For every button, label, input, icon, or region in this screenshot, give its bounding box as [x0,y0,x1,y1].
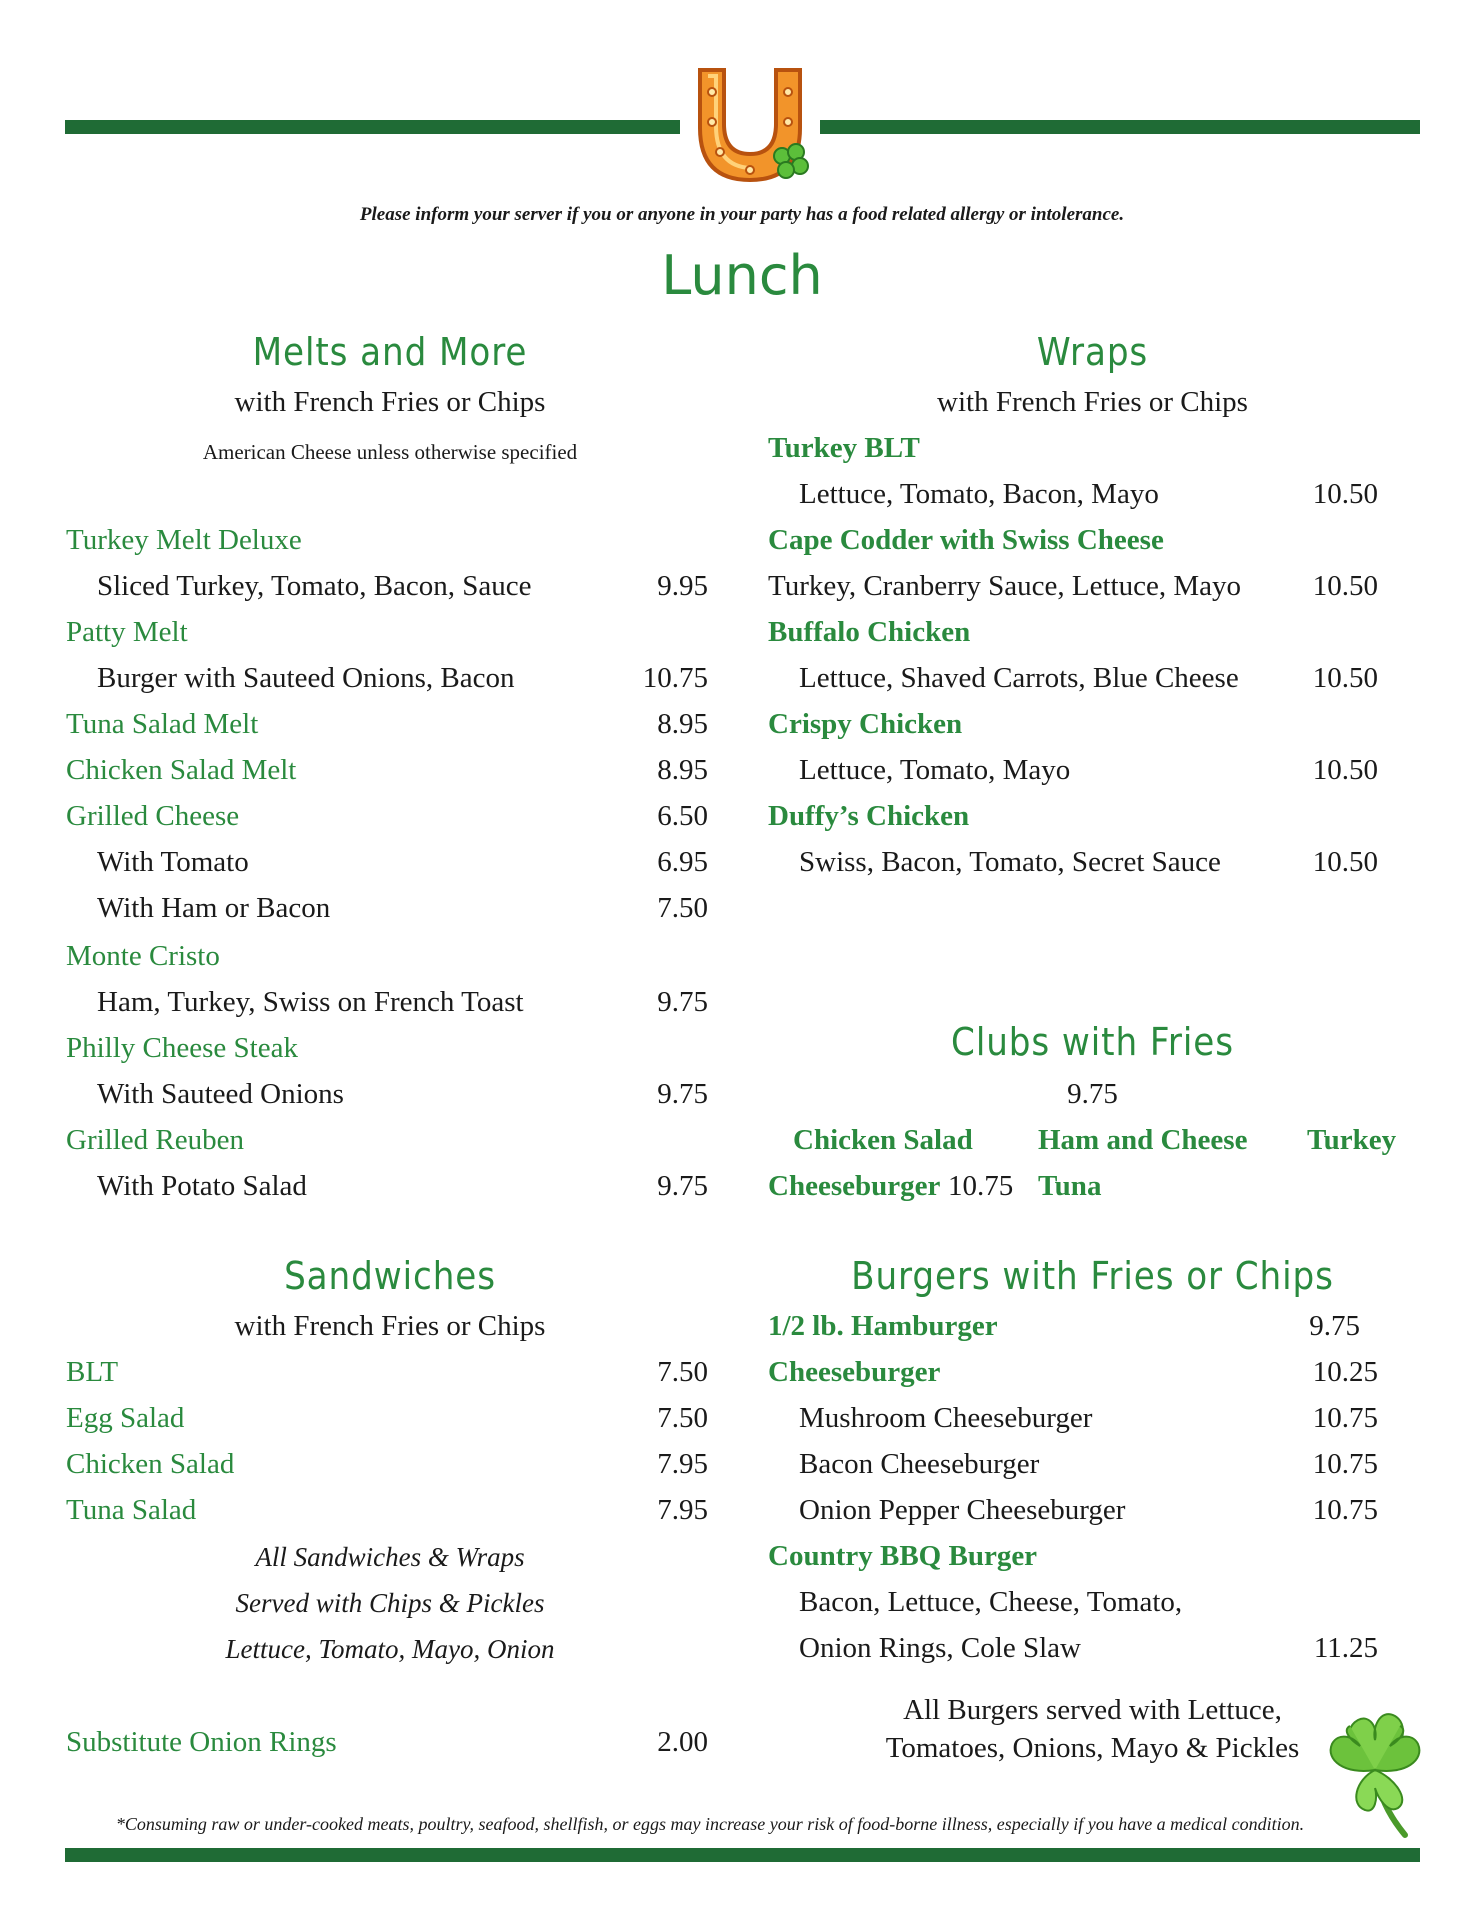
section-heading-wraps: Wraps [1036,330,1149,374]
menu-item-price: 9.75 [657,1170,708,1202]
menu-item-price: 7.50 [657,892,708,924]
menu-item-price: 10.25 [1312,1356,1378,1388]
menu-item-price: 10.50 [1312,478,1378,510]
menu-item-price: 7.50 [657,1402,708,1434]
menu-item-price: 7.50 [657,1356,708,1388]
menu-item-desc: Onion Pepper Cheeseburger [799,1494,1126,1526]
club-item-name: Tuna [1038,1170,1102,1202]
clubs-price: 9.75 [1067,1078,1118,1110]
section-heading-burgers: Burgers with Fries or Chips [851,1254,1334,1298]
allergy-note: Please inform your server if you or anyone in your party has a food related allergy or intolerance. [359,204,1125,225]
menu-item-price: 6.95 [657,846,708,878]
menu-item-name: Cheeseburger [768,1356,941,1388]
menu-item-desc: Ham, Turkey, Swiss on French Toast [97,986,524,1018]
menu-item-price: 7.95 [657,1448,708,1480]
melts-cheese-note: American Cheese unless otherwise specified [202,440,578,464]
menu-item-desc: With Ham or Bacon [97,892,331,924]
menu-item-price: 10.75 [1312,1402,1378,1434]
menu-item-desc: With Sauteed Onions [97,1078,344,1110]
club-item-name: Ham and Cheese [1038,1124,1248,1156]
page-title: Lunch [661,244,823,307]
menu-item-name: Tuna Salad Melt [66,708,259,740]
menu-item-name: Grilled Cheese [66,800,240,832]
menu-item-name: Patty Melt [66,616,188,648]
menu-item-price: 7.95 [657,1494,708,1526]
burgers-note-line: Tomatoes, Onions, Mayo & Pickles [885,1732,1300,1764]
menu-item-price: 10.50 [1312,754,1378,786]
sandwiches-subtitle: with French Fries or Chips [234,1310,546,1342]
menu-item-price: 9.95 [657,570,708,602]
menu-item-name: BLT [66,1356,119,1388]
menu-item-name: Chicken Salad Melt [66,754,297,786]
menu-item-name: Grilled Reuben [66,1124,244,1156]
section-heading-melts: Melts and More [252,330,528,374]
wraps-subtitle: with French Fries or Chips [937,386,1248,418]
menu-item-price: 10.50 [1312,846,1378,878]
menu-item-price: 8.95 [657,708,708,740]
menu-item-name: Philly Cheese Steak [66,1032,298,1064]
menu-item-desc: Bacon Cheeseburger [799,1448,1040,1480]
menu-item-name: 1/2 lb. Hamburger [768,1310,998,1342]
sandwiches-note-line: Lettuce, Tomato, Mayo, Onion [225,1634,555,1664]
club-item-price: 10.75 [948,1170,1014,1202]
club-item-name: Turkey [1307,1124,1397,1156]
menu-item-desc: With Tomato [97,846,249,878]
menu-item-desc: With Potato Salad [97,1170,307,1202]
menu-item-price: 10.75 [1312,1494,1378,1526]
bottom-rule [65,1848,1420,1862]
menu-item-price: 10.50 [1312,570,1378,602]
club-item-name: Chicken Salad [793,1124,973,1156]
menu-item-price: 9.75 [657,1078,708,1110]
sandwiches-note-line: All Sandwiches & Wraps [255,1542,525,1572]
menu-item-name: Duffy’s Chicken [768,800,970,832]
menu-item-name: Turkey BLT [768,432,920,464]
menu-item-desc: Swiss, Bacon, Tomato, Secret Sauce [799,846,1221,878]
menu-item-price: 11.25 [1313,1632,1378,1664]
melts-subtitle: with French Fries or Chips [234,386,546,418]
menu-item-name: Country BBQ Burger [768,1540,1038,1572]
menu-item-desc: Mushroom Cheeseburger [799,1402,1093,1434]
menu-item-price: 6.50 [657,800,708,832]
menu-item-name: Crispy Chicken [768,708,963,740]
menu-item-name: Egg Salad [66,1402,185,1434]
food-safety-disclaimer: *Consuming raw or under-cooked meats, poultry, seafood, shellfish, or eggs may increase your risk of food-borne illness, especially if you have a medical condition. [115,1814,1305,1834]
sandwiches-note-line: Served with Chips & Pickles [235,1588,545,1618]
menu-item-price: 10.50 [1312,662,1378,694]
menu-item-desc: Sliced Turkey, Tomato, Bacon, Sauce [97,570,532,602]
club-item-name: Cheeseburger [768,1170,941,1202]
horseshoe-icon [680,62,820,190]
section-heading-sandwiches: Sandwiches [284,1254,496,1298]
menu-item-price: 10.75 [1312,1448,1378,1480]
substitute-item-price: 2.00 [657,1726,708,1758]
menu-item-name: Tuna Salad [66,1494,197,1526]
menu-item-price: 9.75 [657,986,708,1018]
burgers-note-line: All Burgers served with Lettuce, [903,1694,1282,1726]
menu-item-name: Buffalo Chicken [768,616,971,648]
menu-item-name: Monte Cristo [66,940,220,972]
menu-item-desc: Lettuce, Tomato, Bacon, Mayo [799,478,1159,510]
menu-item-price: 8.95 [657,754,708,786]
menu-item-desc: Lettuce, Tomato, Mayo [799,754,1071,786]
menu-item-name: Cape Codder with Swiss Cheese [768,524,1164,556]
menu-item-name: Chicken Salad [66,1448,235,1480]
substitute-item-name: Substitute Onion Rings [66,1726,337,1758]
menu-item-desc: Burger with Sauteed Onions, Bacon [97,662,515,694]
menu-item-desc: Lettuce, Shaved Carrots, Blue Cheese [799,662,1239,694]
menu-item-price: 9.75 [1309,1310,1360,1342]
section-heading-clubs: Clubs with Fries [951,1020,1234,1064]
menu-item-name: Turkey Melt Deluxe [66,524,302,556]
menu-item-price: 10.75 [642,662,708,694]
menu-item-desc: Onion Rings, Cole Slaw [799,1632,1081,1664]
menu-item-desc: Turkey, Cranberry Sauce, Lettuce, Mayo [768,570,1241,602]
menu-item-desc: Bacon, Lettuce, Cheese, Tomato, [799,1586,1183,1618]
